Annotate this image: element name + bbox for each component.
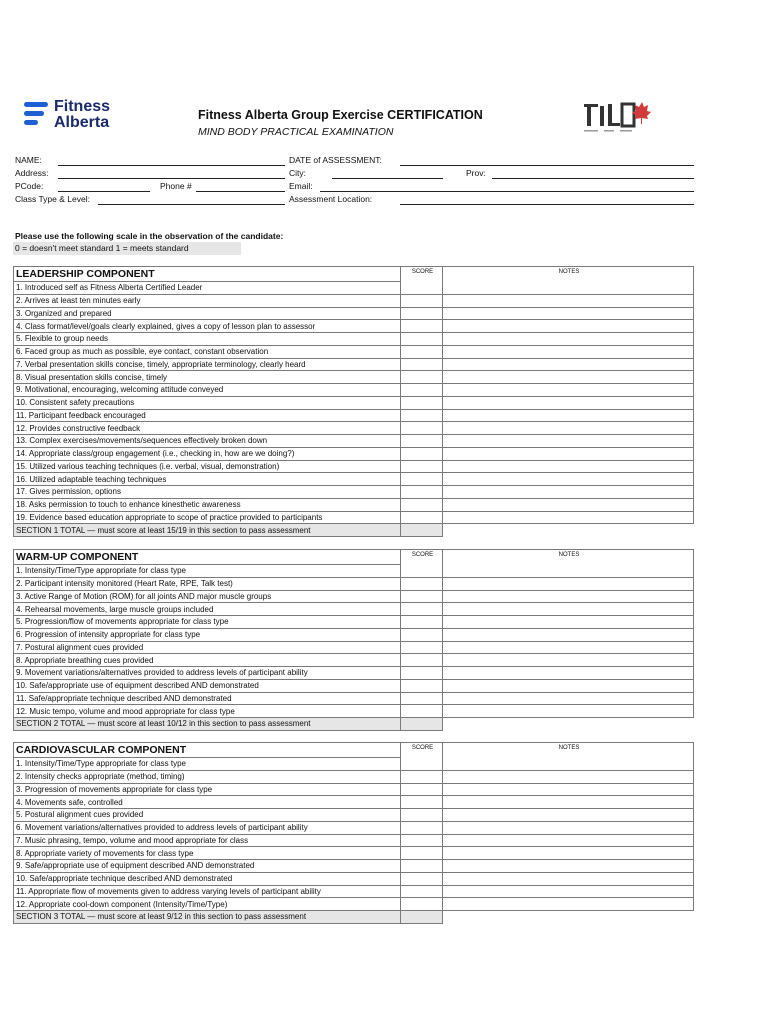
criteria-label: 9. Motivational, encouraging, welcoming attitude conveyed (14, 384, 401, 397)
page-subtitle: MIND BODY PRACTICAL EXAMINATION (198, 126, 394, 138)
score-cell[interactable] (401, 679, 443, 692)
score-cell[interactable] (401, 435, 443, 448)
criteria-row (14, 834, 694, 847)
criteria-label: 1. Intensity/Time/Type appropriate for class type (14, 565, 401, 578)
notes-cell[interactable] (443, 320, 694, 333)
score-cell[interactable] (401, 705, 443, 718)
notes-cell[interactable] (443, 358, 694, 371)
class-type-label: Class Type & Level: (15, 194, 90, 204)
score-cell[interactable] (401, 692, 443, 705)
criteria-label: 6. Progression of intensity appropriate for class type (14, 628, 401, 641)
score-cell[interactable] (401, 834, 443, 847)
score-column-header: SCORE (401, 267, 443, 295)
score-cell[interactable] (401, 872, 443, 885)
notes-column-header: NOTES (443, 550, 694, 578)
notes-cell[interactable] (443, 679, 694, 692)
criteria-row (14, 333, 694, 346)
notes-cell[interactable] (443, 654, 694, 667)
notes-cell[interactable] (443, 872, 694, 885)
criteria-label: 8. Appropriate breathing cues provided (14, 654, 401, 667)
logo-line-2: Alberta (54, 114, 110, 131)
criteria-label: 14. Appropriate class/group engagement (i.e., checking in, how are we doing?) (14, 447, 401, 460)
notes-cell[interactable] (443, 641, 694, 654)
prov-label: Prov: (466, 168, 486, 178)
criteria-label: 3. Progression of movements appropriate for class type (14, 783, 401, 796)
criteria-row (14, 486, 694, 499)
criteria-label: 12. Appropriate cool-down component (Intensity/Time/Type) (14, 898, 401, 911)
score-cell[interactable] (401, 460, 443, 473)
notes-cell[interactable] (443, 409, 694, 422)
criteria-row (14, 628, 694, 641)
section-table (13, 742, 694, 924)
page-title: Fitness Alberta Group Exercise CERTIFICATION (198, 108, 483, 122)
date-field[interactable] (400, 165, 694, 166)
score-cell[interactable] (401, 847, 443, 860)
phone-field[interactable] (196, 191, 285, 192)
criteria-row (14, 498, 694, 511)
criteria-row (14, 435, 694, 448)
section-total-label: SECTION 3 TOTAL — must score at least 9/12 in this section to pass assessment (14, 911, 401, 924)
score-cell[interactable] (401, 654, 443, 667)
notes-cell[interactable] (443, 294, 694, 307)
criteria-label: 13. Complex exercises/movements/sequences effectively broken down (14, 435, 401, 448)
criteria-row (14, 641, 694, 654)
criteria-row (14, 345, 694, 358)
criteria-label: 10. Safe/appropriate technique described AND demonstrated (14, 872, 401, 885)
notes-cell[interactable] (443, 692, 694, 705)
criteria-label: 12. Music tempo, volume and mood appropriate for class type (14, 705, 401, 718)
score-cell[interactable] (401, 422, 443, 435)
logo-line-1: Fitness (54, 98, 111, 115)
criteria-row (14, 511, 694, 524)
total-score-cell[interactable] (401, 718, 443, 731)
notes-cell[interactable] (443, 809, 694, 822)
criteria-row (14, 358, 694, 371)
score-cell[interactable] (401, 770, 443, 783)
score-cell[interactable] (401, 486, 443, 499)
criteria-label: 8. Visual presentation skills concise, timely (14, 371, 401, 384)
notes-column-header: NOTES (443, 743, 694, 771)
notes-cell[interactable] (443, 498, 694, 511)
criteria-row (14, 885, 694, 898)
criteria-row (14, 473, 694, 486)
pcode-label: PCode: (15, 181, 44, 191)
pcode-field[interactable] (58, 191, 150, 192)
criteria-label: 7. Postural alignment cues provided (14, 641, 401, 654)
score-cell[interactable] (401, 667, 443, 680)
location-field[interactable] (400, 204, 694, 205)
criteria-label: 6. Movement variations/alternatives provided to address levels of participant ability (14, 821, 401, 834)
notes-cell[interactable] (443, 422, 694, 435)
score-cell[interactable] (401, 783, 443, 796)
logo-mark-icon (24, 102, 48, 130)
notes-cell[interactable] (443, 898, 694, 911)
score-cell[interactable] (401, 796, 443, 809)
score-cell[interactable] (401, 333, 443, 346)
notes-cell[interactable] (443, 847, 694, 860)
criteria-row (14, 577, 694, 590)
criteria-label: 4. Class format/level/goals clearly explained, gives a copy of lesson plan to assessor (14, 320, 401, 333)
score-cell[interactable] (401, 603, 443, 616)
notes-cell[interactable] (443, 345, 694, 358)
criteria-label: 11. Appropriate flow of movements given to address varying levels of participant ability (14, 885, 401, 898)
criteria-row (14, 396, 694, 409)
criteria-row (14, 371, 694, 384)
criteria-label: 7. Music phrasing, tempo, volume and mood appropriate for class (14, 834, 401, 847)
criteria-label: 4. Rehearsal movements, large muscle groups included (14, 603, 401, 616)
section-total-label: SECTION 2 TOTAL — must score at least 10/12 in this section to pass assessment (14, 718, 401, 731)
criteria-row (14, 460, 694, 473)
score-cell[interactable] (401, 885, 443, 898)
criteria-label: 11. Safe/appropriate technique described AND demonstrated (14, 692, 401, 705)
section-title: LEADERSHIP COMPONENT (14, 267, 401, 282)
criteria-row (14, 847, 694, 860)
notes-cell[interactable] (443, 834, 694, 847)
score-cell[interactable] (401, 473, 443, 486)
criteria-label: 5. Postural alignment cues provided (14, 809, 401, 822)
criteria-row (14, 692, 694, 705)
phone-label: Phone # (160, 181, 192, 191)
criteria-row (14, 422, 694, 435)
criteria-row (14, 590, 694, 603)
name-label: NAME: (15, 155, 42, 165)
notes-cell[interactable] (443, 371, 694, 384)
criteria-row (14, 307, 694, 320)
criteria-label: 10. Safe/appropriate use of equipment described AND demonstrated (14, 679, 401, 692)
criteria-row (14, 654, 694, 667)
notes-cell[interactable] (443, 384, 694, 397)
city-label: City: (289, 168, 306, 178)
city-field[interactable] (332, 178, 443, 179)
notes-cell[interactable] (443, 435, 694, 448)
criteria-row (14, 821, 694, 834)
score-cell[interactable] (401, 409, 443, 422)
criteria-label: 3. Active Range of Motion (ROM) for all joints AND major muscle groups (14, 590, 401, 603)
score-cell[interactable] (401, 345, 443, 358)
criteria-row (14, 783, 694, 796)
total-score-cell[interactable] (401, 911, 443, 924)
score-cell[interactable] (401, 809, 443, 822)
criteria-row (14, 860, 694, 873)
notes-cell[interactable] (443, 783, 694, 796)
criteria-label: 19. Evidence based education appropriate to scope of practice provided to participants (14, 511, 401, 524)
criteria-label: 18. Asks permission to touch to enhance kinesthetic awareness (14, 498, 401, 511)
criteria-label: 2. Intensity checks appropriate (method, timing) (14, 770, 401, 783)
criteria-label: 2. Participant intensity monitored (Heart Rate, RPE, Talk test) (14, 577, 401, 590)
score-cell[interactable] (401, 577, 443, 590)
notes-cell[interactable] (443, 473, 694, 486)
criteria-label: 9. Safe/appropriate use of equipment described AND demonstrated (14, 860, 401, 873)
criteria-row (14, 705, 694, 718)
email-label: Email: (289, 181, 313, 191)
fitness-alberta-logo (24, 99, 134, 135)
criteria-row (14, 679, 694, 692)
criteria-label: 1. Introduced self as Fitness Alberta Certified Leader (14, 282, 401, 295)
address-field[interactable] (58, 178, 285, 179)
score-column-header: SCORE (401, 550, 443, 578)
section-title: CARDIOVASCULAR COMPONENT (14, 743, 401, 758)
notes-cell[interactable] (443, 796, 694, 809)
criteria-row (14, 294, 694, 307)
notes-column-header: NOTES (443, 267, 694, 295)
score-cell[interactable] (401, 590, 443, 603)
notes-cell[interactable] (443, 628, 694, 641)
criteria-label: 8. Appropriate variety of movements for class type (14, 847, 401, 860)
score-cell[interactable] (401, 294, 443, 307)
score-cell[interactable] (401, 860, 443, 873)
notes-cell[interactable] (443, 821, 694, 834)
criteria-row (14, 796, 694, 809)
criteria-row (14, 447, 694, 460)
criteria-label: 9. Movement variations/alternatives provided to address levels of participant ability (14, 667, 401, 680)
notes-cell[interactable] (443, 307, 694, 320)
score-column-header: SCORE (401, 743, 443, 771)
total-notes-blank (443, 911, 694, 924)
section-table (13, 266, 694, 537)
score-cell[interactable] (401, 358, 443, 371)
total-notes-blank (443, 718, 694, 731)
notes-cell[interactable] (443, 460, 694, 473)
notes-cell[interactable] (443, 770, 694, 783)
criteria-row (14, 770, 694, 783)
class-type-field[interactable] (98, 204, 285, 205)
scale-legend: 0 = doesn't meet standard 1 = meets standard (13, 242, 241, 255)
notes-cell[interactable] (443, 486, 694, 499)
section-total-label: SECTION 1 TOTAL — must score at least 15/19 in this section to pass assessment (14, 524, 401, 537)
criteria-label: 1. Intensity/Time/Type appropriate for class type (14, 758, 401, 771)
criteria-label: 10. Consistent safety precautions (14, 396, 401, 409)
email-field[interactable] (320, 191, 694, 192)
criteria-row (14, 384, 694, 397)
score-cell[interactable] (401, 616, 443, 629)
criteria-label: 11. Participant feedback encouraged (14, 409, 401, 422)
notes-cell[interactable] (443, 705, 694, 718)
notes-cell[interactable] (443, 333, 694, 346)
notes-cell[interactable] (443, 885, 694, 898)
scale-heading: Please use the following scale in the observation of the candidate: (15, 231, 284, 241)
score-cell[interactable] (401, 641, 443, 654)
total-notes-blank (443, 524, 694, 537)
criteria-row (14, 667, 694, 680)
criteria-label: 12. Provides constructive feedback (14, 422, 401, 435)
score-cell[interactable] (401, 320, 443, 333)
criteria-row (14, 809, 694, 822)
section-title: WARM-UP COMPONENT (14, 550, 401, 565)
criteria-row (14, 409, 694, 422)
notes-cell[interactable] (443, 667, 694, 680)
criteria-row (14, 872, 694, 885)
notes-cell[interactable] (443, 577, 694, 590)
notes-cell[interactable] (443, 396, 694, 409)
criteria-label: 17. Gives permission, options (14, 486, 401, 499)
score-cell[interactable] (401, 498, 443, 511)
score-cell[interactable] (401, 396, 443, 409)
criteria-label: 15. Utilized various teaching techniques (i.e. verbal, visual, demonstration) (14, 460, 401, 473)
notes-cell[interactable] (443, 590, 694, 603)
location-label: Assessment Location: (289, 194, 373, 204)
score-cell[interactable] (401, 628, 443, 641)
date-label: DATE of ASSESSMENT: (289, 155, 382, 165)
section-table (13, 549, 694, 731)
criteria-label: 2. Arrives at least ten minutes early (14, 294, 401, 307)
score-cell[interactable] (401, 371, 443, 384)
criteria-row (14, 898, 694, 911)
criteria-label: 16. Utilized adaptable teaching techniques (14, 473, 401, 486)
total-score-cell[interactable] (401, 524, 443, 537)
notes-cell[interactable] (443, 447, 694, 460)
score-cell[interactable] (401, 898, 443, 911)
notes-cell[interactable] (443, 860, 694, 873)
score-cell[interactable] (401, 511, 443, 524)
certification-seal-icon (580, 98, 656, 138)
criteria-row (14, 603, 694, 616)
criteria-row (14, 616, 694, 629)
notes-cell[interactable] (443, 603, 694, 616)
score-cell[interactable] (401, 384, 443, 397)
criteria-label: 7. Verbal presentation skills concise, timely, appropriate terminology, clearly heard (14, 358, 401, 371)
prov-field[interactable] (492, 178, 694, 179)
name-field[interactable] (58, 165, 285, 166)
score-cell[interactable] (401, 821, 443, 834)
criteria-row (14, 320, 694, 333)
criteria-label: 5. Progression/flow of movements appropriate for class type (14, 616, 401, 629)
notes-cell[interactable] (443, 616, 694, 629)
criteria-label: 4. Movements safe, controlled (14, 796, 401, 809)
criteria-label: 6. Faced group as much as possible, eye contact, constant observation (14, 345, 401, 358)
score-cell[interactable] (401, 307, 443, 320)
criteria-label: 5. Flexible to group needs (14, 333, 401, 346)
score-cell[interactable] (401, 447, 443, 460)
notes-cell[interactable] (443, 511, 694, 524)
address-label: Address: (15, 168, 49, 178)
criteria-label: 3. Organized and prepared (14, 307, 401, 320)
